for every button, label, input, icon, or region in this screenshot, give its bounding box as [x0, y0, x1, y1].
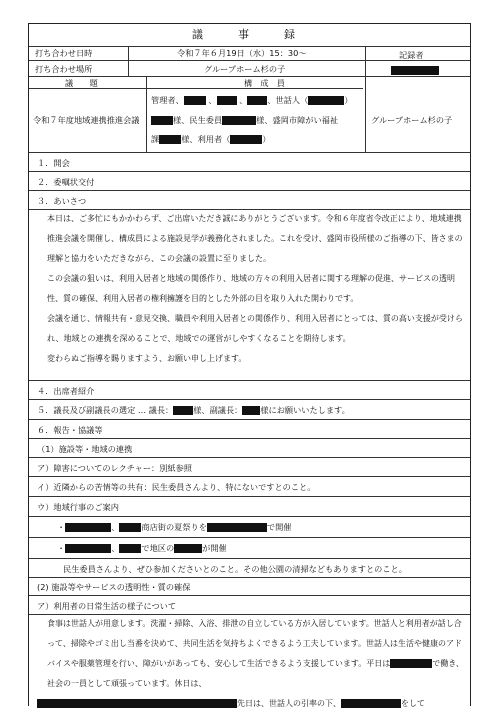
greeting-body	[37, 209, 464, 397]
subsection-community: （1）施設等・地域の連携	[29, 439, 470, 458]
event-2: ・ 、 で地区の が開催	[29, 538, 470, 559]
greeting-paragraph-4: 変わらぬご指導を賜りますよう、お願い申し上げます。	[47, 354, 247, 363]
members-label: 構 成 員	[244, 78, 285, 88]
minutes-document	[28, 23, 471, 706]
subsection-transparency: (2) 施設等やサービスの透明性・質の確保	[29, 578, 470, 596]
topic-row	[29, 89, 470, 153]
date-label: 打ち合わせ日時	[35, 48, 93, 58]
recorder-label: 記録者	[399, 50, 424, 60]
event-note: 民生委員さんより、ぜひ参加くださいとのこと。その他公園の清掃などもありますとのこと。	[29, 559, 470, 578]
topic-value: 令和７年度地域連携推進会議	[33, 115, 140, 125]
org-name: グループホーム杉の子	[371, 115, 453, 125]
members-line-2: 様、民生委員 様、盛岡市障がい福祉	[151, 116, 338, 125]
section-attendees: ４．出席者紹介	[29, 381, 470, 400]
topic-label: 議 題	[65, 78, 98, 88]
document-title: 議 事 録	[29, 24, 470, 47]
item-complaints: イ）近隣からの苦情等の共有：民生委員さんより、特にないですとのこと。	[29, 477, 470, 497]
daily-life-paragraph: 食事は世話人が用意します。洗濯・掃除、入浴、排泄の自立している方が入居しています。世話人と利用者が話し合って、掃除やゴミ出し当番を決めて、共同生活を気持ちよくできるよう工夫しています。世話人は生活や健康のアドバイスや服薬管理を行い、障がいがあっても、安心して生活できるよう支援しています。平日は	[47, 619, 463, 668]
item-daily-life: ア）利用者の日常生活の様子について	[29, 596, 470, 615]
greeting-paragraph-2: この会議の狙いは、利用入居者と地域の関係作り、地域の方々の利用入居者に関する理解の促進、サービスの透明性、質の確保、利用入居者の権利擁護を目的とした外部の目を取り入れた開わりです。	[47, 274, 455, 303]
members-line-1: 管理者、 、 、 、世話人（ ）	[151, 95, 353, 105]
greeting-paragraph-3: 会議を通じ、情報共有・意見交換、職員や利用入居者との関係作り、利用入居者にとっては、質の高い支援が受けられ、地域との連携を深めることで、地域での運営がしやすくなることを期待します。	[47, 314, 463, 343]
section-chair: ５．議長及び副議長の選定 … 議長： 様、副議長： 様にお願いいたします。	[29, 400, 470, 420]
section-report: ６．報告・協議等	[29, 420, 470, 439]
header-divider	[128, 46, 129, 77]
greeting-paragraph-1: 本日は、ご多忙にもかかわらず、ご出席いただき誠にありがとうございます。令和６年度省令改正により、地域連携推進会議を開催し、構成員による施設見学が義務化されました。これを受け、盛岡市役所様のご指導の下、皆さまの理解と協力をいただきながら、この会議の設置に至りました。	[47, 214, 463, 263]
date-value: 令和７年６月19日（水）15：30～	[177, 48, 307, 58]
section-greeting: ３．あいさつ	[29, 191, 470, 210]
section-commission: ２．委嘱状交付	[29, 172, 470, 191]
topic-header-row	[29, 77, 363, 89]
place-value: グループホーム杉の子	[204, 64, 286, 74]
item-lecture: ア）障害についてのレクチャー：別紙参照	[29, 458, 470, 477]
section-opening: １．開会	[29, 153, 470, 172]
item-events: ウ）地域行事のご案内	[29, 497, 470, 517]
recorder-redaction	[391, 66, 439, 75]
event-1: ・ 、 商店街の夏祭りを で開催	[29, 517, 470, 538]
members-line-3: 課 様、利用者（ ）	[151, 134, 271, 144]
daily-life-body: 食事は世話人が用意します。洗濯・掃除、入浴、排泄の自立している方が入居しています。世話人と利用者が話し合って、掃除やゴミ出し当番を決めて、共同生活を気持ちよくできるよう工夫しています。世話人は生活や健康のアドバイスや服薬管理を行い、障がいがあっても、安心して生活できるよう支援しています。平日は で働き、社会の一員として頑張っています。休日は、 先日は、世話人の引率の下、 をして	[37, 614, 464, 708]
place-label: 打ち合わせ場所	[35, 64, 93, 74]
